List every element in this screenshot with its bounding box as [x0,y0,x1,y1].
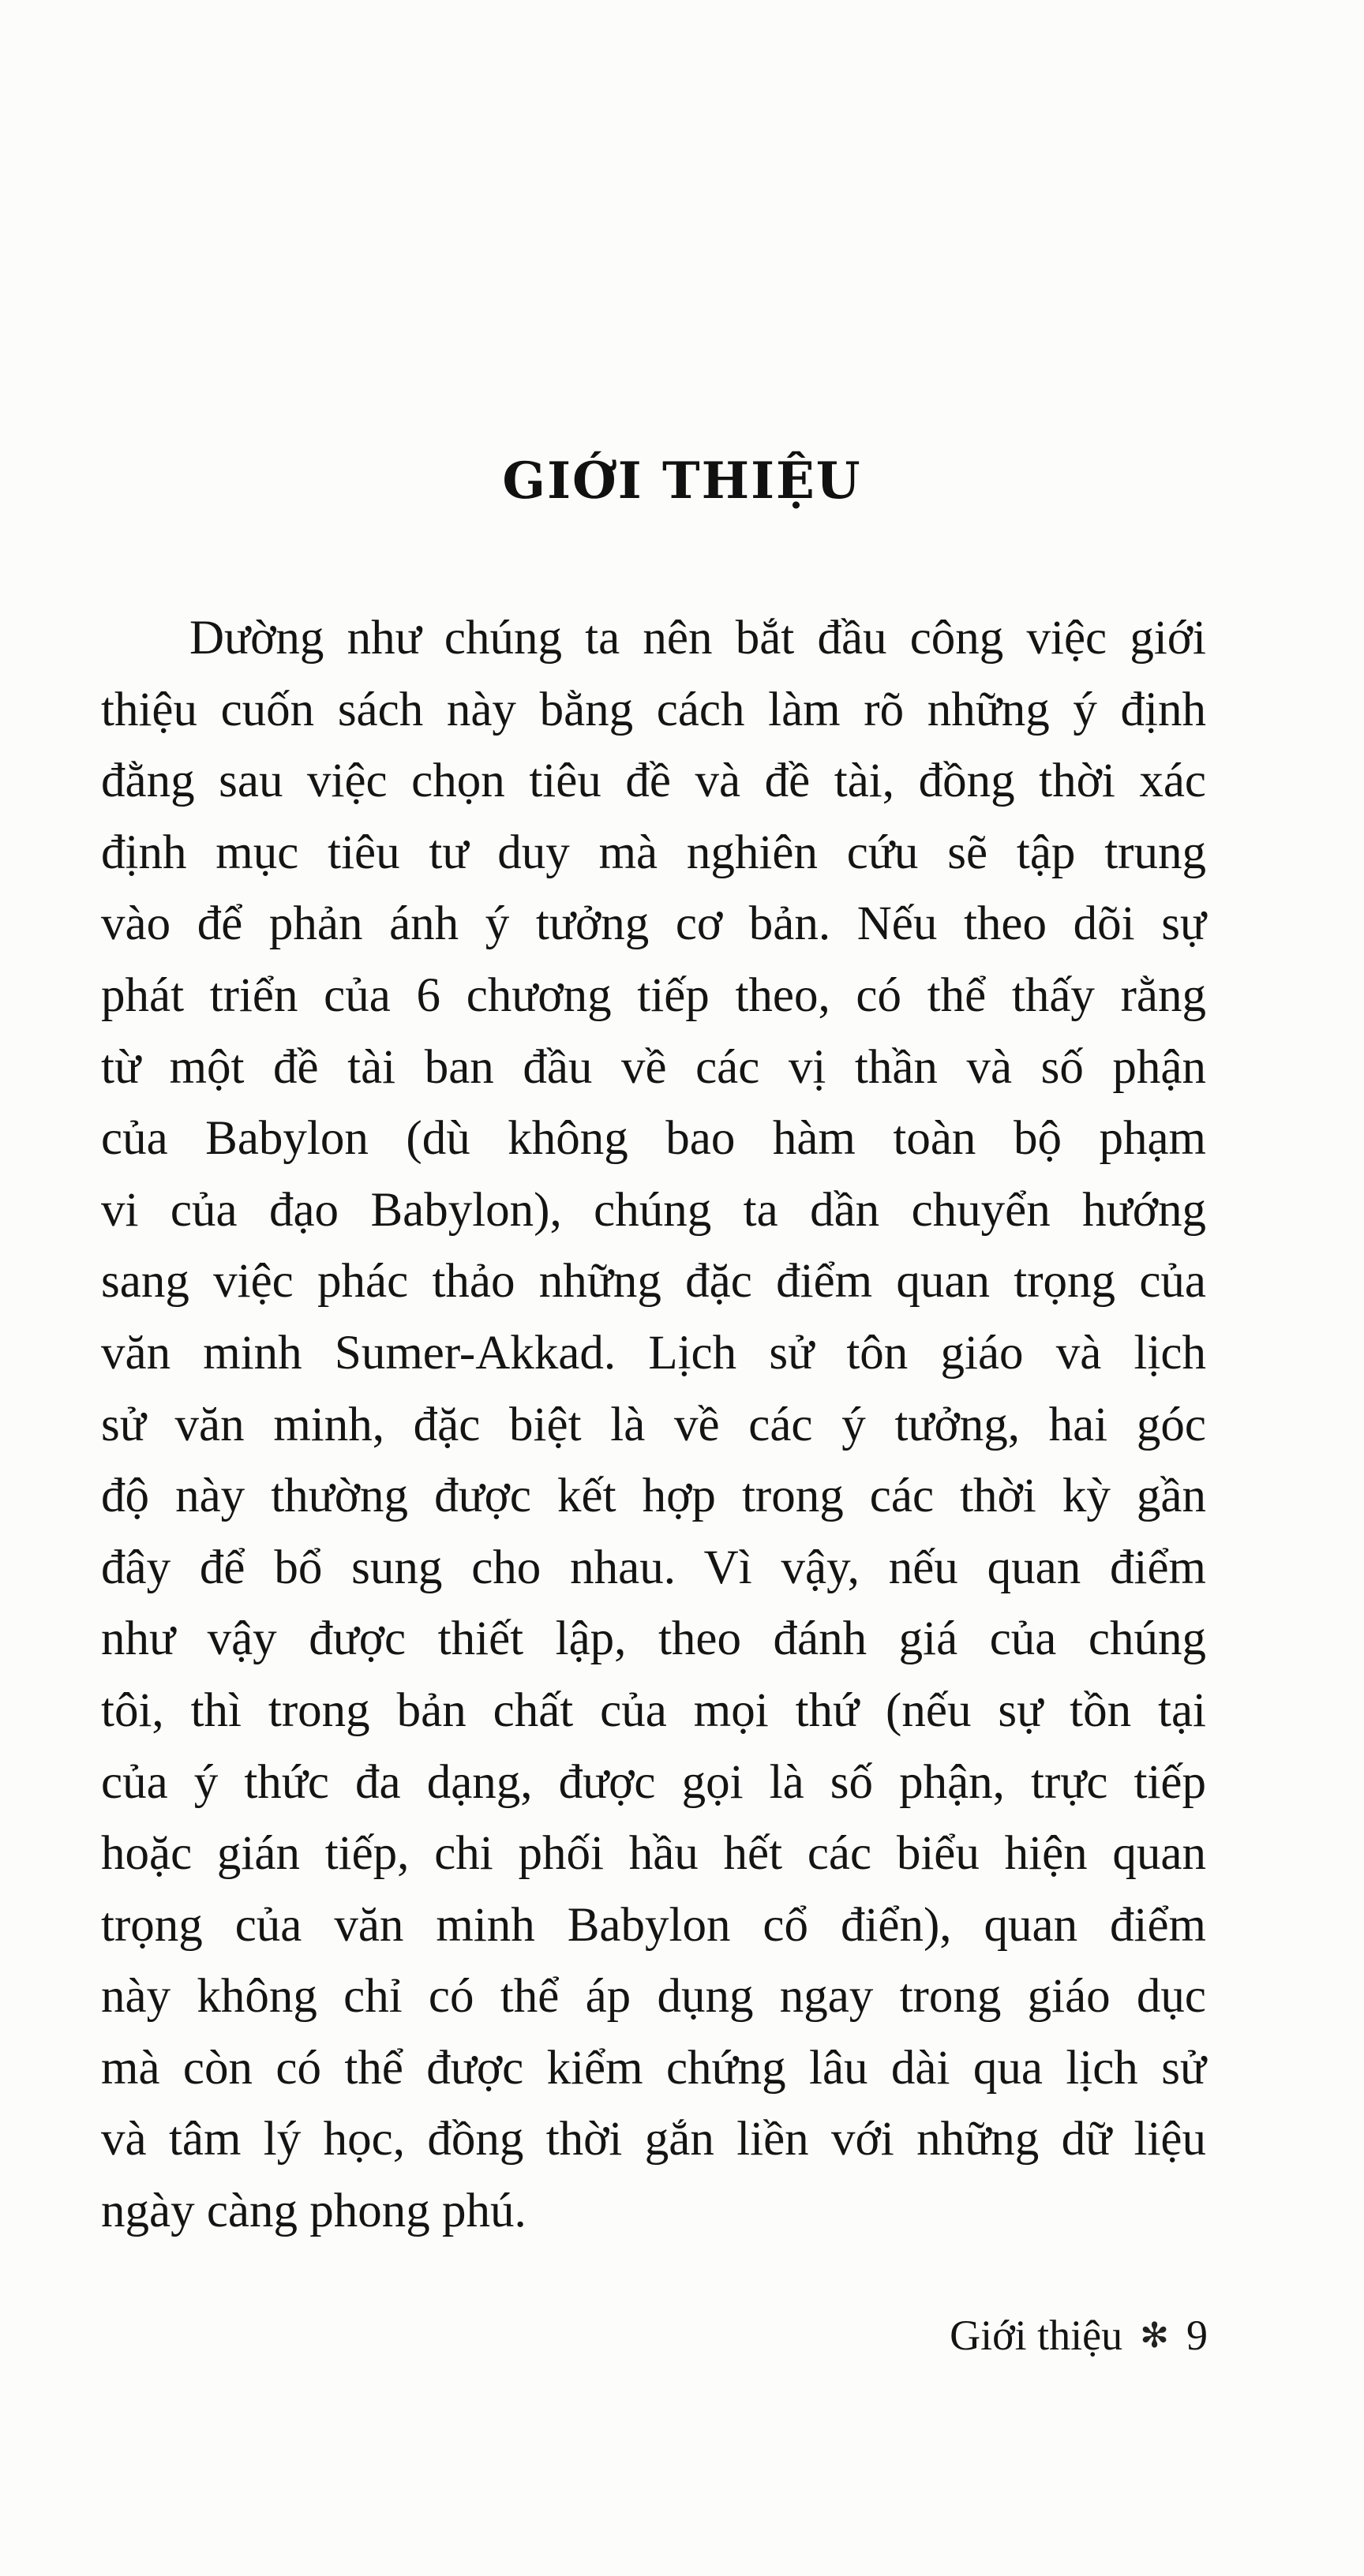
text-line: văn minh Sumer-Akkad. Lịch sử tôn giáo và lịch [101,1326,1206,1380]
text-line: như vậy được thiết lập, theo đánh giá của chúng [101,1612,1206,1666]
page-footer [950,2311,1208,2360]
text-line: vi của đạo Babylon), chúng ta dần chuyển hướng [101,1183,1206,1237]
asterisk-separator-icon: ✻ [1140,2316,1169,2355]
text-line: tôi, thì trong bản chất của mọi thứ (nếu sự tồn tại [101,1683,1206,1737]
text-line: của ý thức đa dạng, được gọi là số phận, trực tiếp [101,1755,1206,1809]
text-line: trọng của văn minh Babylon cổ điển), quan điểm [101,1898,1206,1952]
text-line: đây để bổ sung cho nhau. Vì vậy, nếu quan điểm [101,1541,1206,1594]
text-line: và tâm lý học, đồng thời gắn liền với những dữ liệu [101,2113,1206,2166]
text-line: vào để phản ánh ý tưởng cơ bản. Nếu theo dõi sự [101,897,1206,951]
text-line: phát triển của 6 chương tiếp theo, có thể thấy rằng [101,968,1206,1022]
text-line: sang việc phác thảo những đặc điểm quan trọng của [101,1255,1206,1309]
page-number: 9 [1186,2312,1208,2359]
text-line: độ này thường được kết hợp trong các thời kỳ gần [101,1470,1206,1523]
text-line: định mục tiêu tư duy mà nghiên cứu sẽ tập trung [101,826,1206,879]
chapter-title: GIỚI THIỆU [502,451,862,511]
text-line: thiệu cuốn sách này bằng cách làm rõ những ý định [101,683,1206,736]
text-line: hoặc gián tiếp, chi phối hầu hết các biểu hiện quan [101,1827,1206,1881]
text-line: mà còn có thể được kiểm chứng lâu dài qua lịch sử [101,2041,1206,2095]
text-line: của Babylon (dù không bao hàm toàn bộ phạm [101,1112,1206,1166]
text-line: đằng sau việc chọn tiêu đề và đề tài, đồng thời xác [101,754,1206,808]
text-line: từ một đề tài ban đầu về các vị thần và số phận [101,1040,1206,1094]
text-line: sử văn minh, đặc biệt là về các ý tưởng, hai góc [101,1398,1206,1451]
text-line: ngày càng phong phú. [101,2185,526,2238]
body-text [101,603,1206,2248]
running-footer-section: Giới thiệu [950,2312,1123,2359]
text-line: Dường như chúng ta nên bắt đầu công việc giới [189,612,1206,665]
text-line: này không chỉ có thể áp dụng ngay trong giáo dục [101,1970,1206,2024]
